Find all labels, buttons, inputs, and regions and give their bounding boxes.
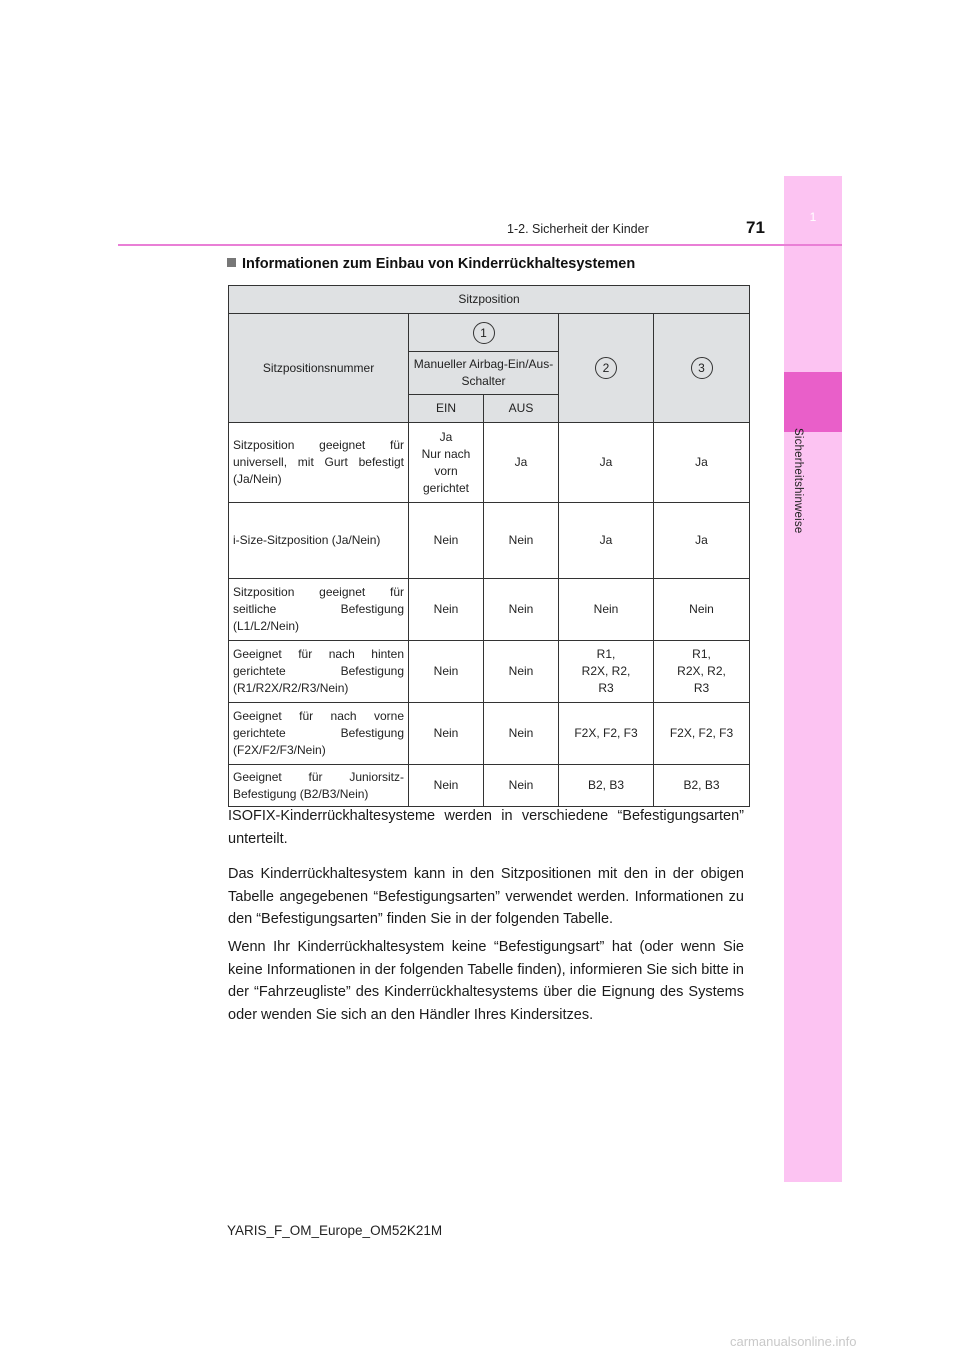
cell: Nein xyxy=(409,641,484,703)
seat-2-number: 2 xyxy=(595,357,617,379)
cell: Ja Nur nach vorn gerichtet xyxy=(409,423,484,503)
cell: Nein xyxy=(559,579,654,641)
document-footer: YARIS_F_OM_Europe_OM52K21M xyxy=(227,1223,443,1238)
isofix-info-table xyxy=(228,285,750,807)
cell: R1, R2X, R2, R3 xyxy=(654,641,750,703)
cell: B2, B3 xyxy=(559,765,654,807)
cell: Nein xyxy=(484,641,559,703)
cell: B2, B3 xyxy=(654,765,750,807)
row-label: Sitzposition geeignet für seitliche Befestigung (L1/L2/Nein) xyxy=(229,579,409,641)
cell: F2X, F2, F3 xyxy=(559,703,654,765)
cell: Ja xyxy=(484,423,559,503)
seat-1-header xyxy=(409,314,559,352)
chapter-number: 1 xyxy=(809,210,817,224)
cell: F2X, F2, F3 xyxy=(654,703,750,765)
table-header-row-label: Sitzpositionsnummer xyxy=(229,314,409,423)
cell: Nein xyxy=(409,703,484,765)
section-title xyxy=(227,256,635,272)
paragraph: Das Kinderrückhaltesystem kann in den Sitzpositionen mit den in der obigen Tabelle angegebenen “Befestigungsarten” verwendet werden. Informationen zu den “Befestigungsarten” finden Sie in der folgenden Tabelle. xyxy=(228,866,744,927)
row-label: Geeignet für nach vorne gerichtete Befestigung (F2X/F2/F3/Nein) xyxy=(229,703,409,765)
cell: Nein xyxy=(409,503,484,579)
cell: Nein xyxy=(409,765,484,807)
cell: Ja xyxy=(654,423,750,503)
table-row xyxy=(229,703,750,765)
row-label: i-Size-Sitzposition (Ja/Nein) xyxy=(229,503,409,579)
chapter-tab-strip xyxy=(784,176,842,1182)
row-label: Sitzposition geeignet für universell, mit Gurt befestigt (Ja/Nein) xyxy=(229,423,409,503)
row-label: Geeignet für nach hinten gerichtete Befestigung (R1/R2X/R2/R3/Nein) xyxy=(229,641,409,703)
cell: Nein xyxy=(484,579,559,641)
chapter-label: Sicherheitshinweise xyxy=(792,428,804,534)
cell: Nein xyxy=(484,503,559,579)
cell: Ja xyxy=(654,503,750,579)
cell: R1, R2X, R2, R3 xyxy=(559,641,654,703)
table-row xyxy=(229,503,750,579)
cell: Nein xyxy=(409,579,484,641)
table-row xyxy=(229,765,750,807)
seat-3-header xyxy=(654,314,750,423)
seat-3-number: 3 xyxy=(691,357,713,379)
cell: Nein xyxy=(484,703,559,765)
table-row xyxy=(229,579,750,641)
cell: Ja xyxy=(559,503,654,579)
section-title-text: Informationen zum Einbau von Kinderrückhaltesystemen xyxy=(242,256,636,272)
paragraph: Wenn Ihr Kinderrückhaltesystem keine “Befestigungsart” hat (oder wenn Sie keine Informationen in der folgenden Tabelle finden), informieren Sie sich bitte in der “Fahrzeugliste” des Kinderrückhaltesystems über die Eignung des Systems oder wenden Sie sich an den Händler Ihres Kindersitzes. xyxy=(228,939,744,1023)
cell: Nein xyxy=(654,579,750,641)
header-rule xyxy=(118,244,842,246)
airbag-off-header: AUS xyxy=(484,395,559,423)
table-header-sitzposition: Sitzposition xyxy=(229,286,750,314)
chapter-tab-active xyxy=(784,372,842,432)
section-reference: 1-2. Sicherheit der Kinder xyxy=(507,222,649,236)
row-label: Geeignet für Juniorsitz-Befestigung (B2/B3/Nein) xyxy=(229,765,409,807)
table-row xyxy=(229,423,750,503)
watermark: carmanualsonline.info xyxy=(730,1334,857,1349)
airbag-on-header: EIN xyxy=(409,395,484,423)
table-row xyxy=(229,641,750,703)
seat-1-number: 1 xyxy=(473,322,495,344)
cell: Nein xyxy=(484,765,559,807)
paragraph: ISOFIX-Kinderrückhaltesysteme werden in verschiedene “Befestigungsarten” unterteilt. xyxy=(228,808,744,847)
airbag-switch-header: Manueller Airbag-Ein/Aus-Schalter xyxy=(409,352,559,395)
bullet-square-icon xyxy=(227,258,236,267)
page-number: 71 xyxy=(746,218,765,237)
cell: Ja xyxy=(559,423,654,503)
seat-2-header xyxy=(559,314,654,423)
